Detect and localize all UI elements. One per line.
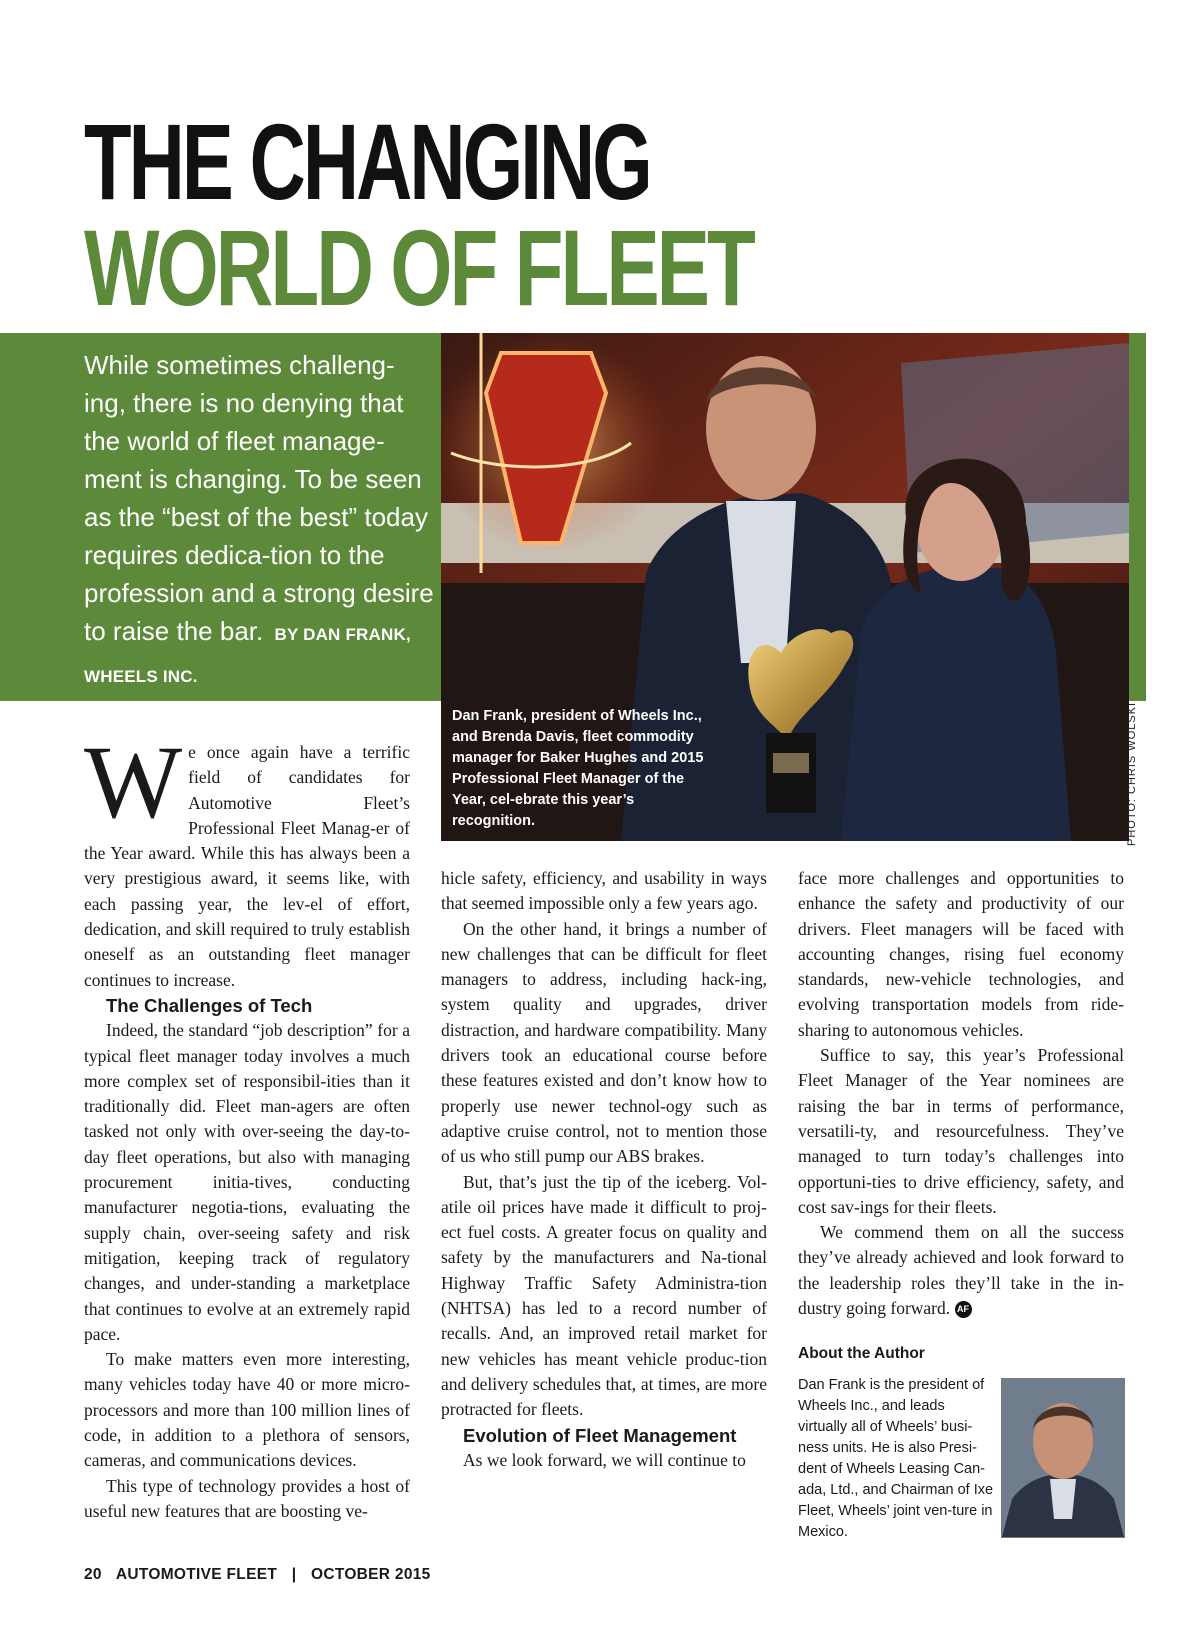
page-footer [84,1566,441,1584]
subhead-evolution: Evolution of Fleet Management [463,1424,737,1446]
paragraph-3-continued: hicle safety, efficiency, and usability in ways that seemed impossible only a few years ago. [441,868,767,914]
article-column-2 [441,866,767,1473]
paragraph-1: Indeed, the standard “job description” for a typical fleet manager today involves a much more complex set of responsibil-ities than it traditionally did. Fleet man-agers are often tasked not only with over-seeing the day-to-day fleet operations, but also with managing procurement initia-tives, conducting manufacturer negotia-tions, evaluating the supply chain, over-seeing safety and risk mitigation, keeping track of regulatory changes, and under-standing a marketplace that continues to evolve at an extremely rapid pace. [84,1020,410,1344]
page-number: 20 [84,1566,102,1583]
photo-caption: Dan Frank, president of Wheels Inc., and Brenda Davis, fleet commodity manager for Baker Hughes and 2015 Professional Fleet Manager of the Year, cel-ebrate this year’s recognition. [452,708,704,829]
paragraph-3: This type of technology provides a host of useful new features that are boosting ve- [84,1475,410,1521]
article-column-1 [84,725,410,1524]
author-headshot [1001,1378,1125,1538]
footer-separator: | [291,1566,297,1583]
byline: BY DAN FRANK, WHEELS INC. [84,625,411,686]
subhead-challenges-of-tech: The Challenges of Tech [106,994,313,1016]
paragraph-6: As we look forward, we will continue to [463,1449,746,1470]
end-mark-icon: AF [955,1301,972,1318]
paragraph-2: To make matters even more interesting, many vehicles today have 40 or more micro-processors and more than 100 million lines of code, in addition to a plethora of sensors, cameras, and communications devices. [84,1349,410,1471]
headline-line-1: THE CHANGING [84,101,650,222]
about-author-text: Dan Frank is the president of Wheels Inc., and leads virtually all of Wheels’ busi-ness units. He is also Presi-dent of Wheels Leasing Can-ada, Ltd., and Chairman of Ixe Fleet, Wheels’ joint ven-ture in Mexico. [798,1377,994,1540]
paragraph-8 [798,1220,1124,1321]
paragraph-6-continued: face more challenges and opportunities to enhance the safety and productivity of our drivers. Fleet managers will be faced with accounting changes, rising fuel economy standards, new-vehicle technologies, and evolving transportation models from ride-sharing to autonomous vehicles. [798,868,1124,1040]
deck [84,346,434,696]
photo-credit: PHOTO: CHRIS WOLSKI [1126,701,1138,846]
author-headshot-illustration [1002,1379,1124,1537]
headline-line-2: WORLD OF FLEET [84,207,753,328]
about-author-heading: About the Author [798,1345,925,1363]
paragraph-7: Suffice to say, this year’s Professional Fleet Manager of the Year nominees are raising the bar in terms of performance, versatili-ty, and resourcefulness. They’ve managed to turn today’s challenges into opportuni-ties to drive efficiency, safety, and cost sav-ings for their fleets. [798,1045,1124,1217]
paragraph-5: But, that’s just the tip of the iceberg. Vol-atile oil prices have made it difficult to proj-ect fuel costs. A greater focus on quality and safety by the manufacturers and Na-tional Highway Traffic Safety Administra-tion (NHTSA) has led to a record number of recalls. And, an improved retail market for new vehicles has meant vehicle produc-tion and delivery schedules that, at times, are more protracted for fleets. [441,1171,767,1420]
article-intro [84,725,410,993]
paragraph-8-text: We commend them on all the success they’ve already achieved and look forward to the leadership roles they’ll take in the in-dustry going forward. [798,1222,1124,1319]
issue-date: OCTOBER 2015 [310,1566,431,1583]
deck-text: While sometimes challeng-ing, there is no denying that the world of fleet manage-ment is changing. To be seen as the “best of the best” today requires dedica-tion to the profession and a strong desire to raise the bar. [84,350,434,646]
drop-cap: W [84,725,183,840]
article-column-3 [798,866,1124,1367]
publication-name: AUTOMOTIVE FLEET [115,1566,278,1583]
paragraph-4: On the other hand, it brings a number of new challenges that can be difficult for fleet managers to address, including hack-ing, system quality and upgrades, driver distraction, and hardware compatibility. Many drivers took an educational course before these features existed and don’t know how to properly use newer technol-ogy such as adaptive cruise control, not to mention those of us who still pump our ABS brakes. [441,918,767,1167]
intro-text: e once again have a terrific field of candidates for Automotive Fleet’s Professional Fleet Manag-er of the Year award. While this has always been a very prestigious award, it seems like, with each passing year, the lev-el of effort, dedication, and skill required to truly establish oneself as an outstanding fleet manager continues to increase. [84,742,410,990]
